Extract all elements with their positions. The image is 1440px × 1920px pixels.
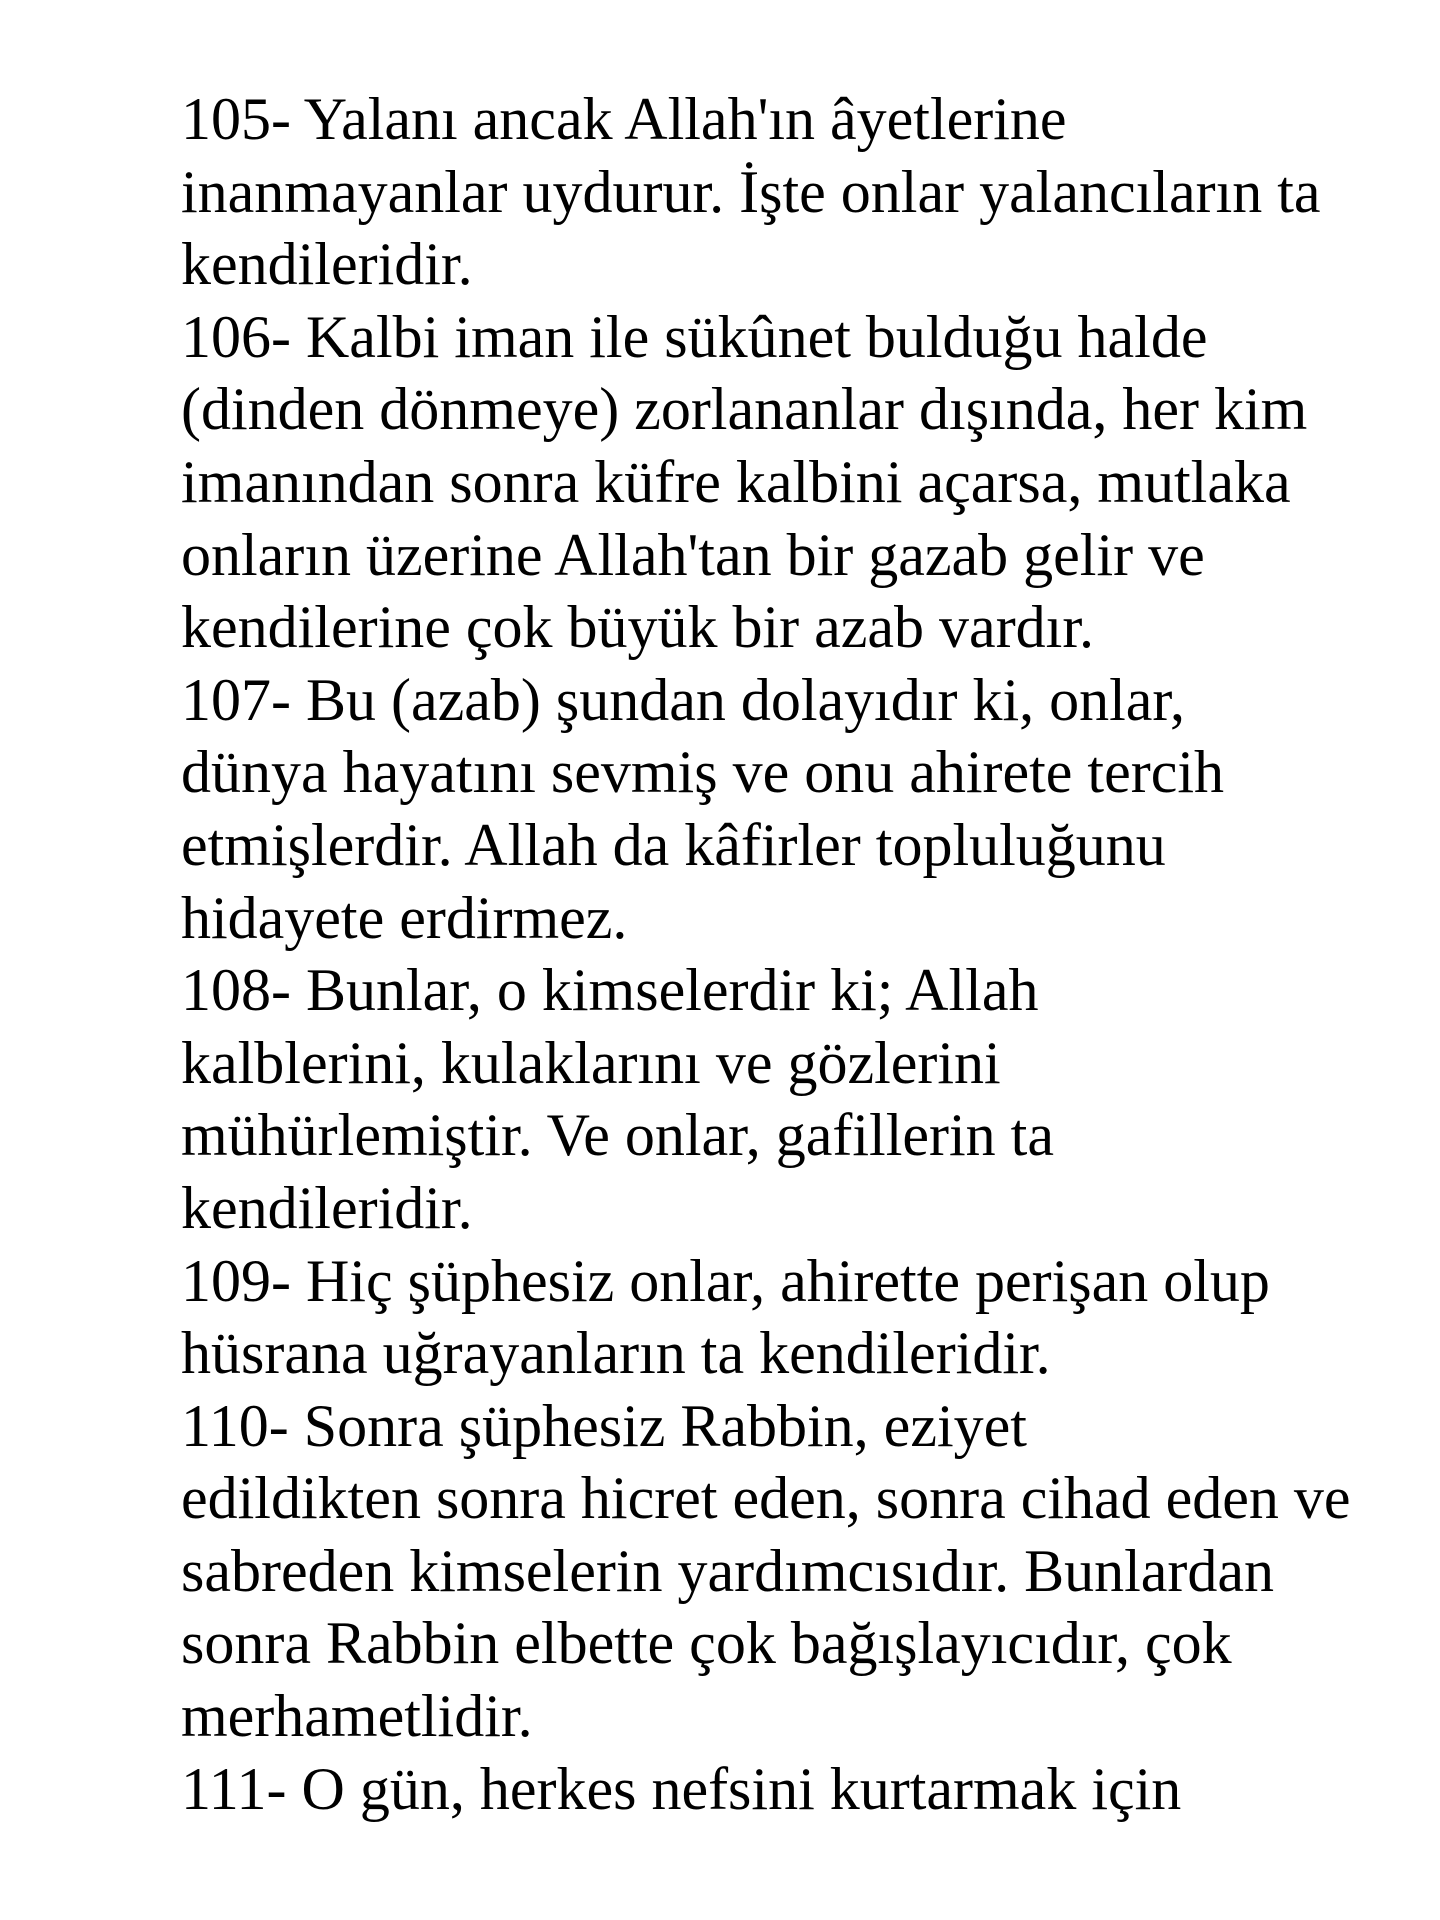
verse-line: edildikten sonra hicret eden, sonra cihad eden ve bbox=[181, 1465, 1351, 1532]
verse-line: mühürlemiştir. Ve onlar, gafillerin ta bbox=[181, 1102, 1054, 1169]
document-page bbox=[86, 83, 1406, 1825]
verse-line: hidayete erdirmez. bbox=[181, 884, 628, 951]
verse-line: dünya hayatını sevmiş ve onu ahirete tercih bbox=[181, 739, 1224, 806]
verse-line: 107- Bu (azab) şundan dolayıdır ki, onlar, bbox=[181, 666, 1186, 733]
verse-line: onların üzerine Allah'tan bir gazab gelir ve bbox=[181, 521, 1205, 588]
verse-line: 108- Bunlar, o kimselerdir ki; Allah bbox=[181, 957, 1039, 1024]
verse-111 bbox=[86, 1753, 1406, 1826]
verse-105 bbox=[86, 83, 1406, 301]
verse-108 bbox=[86, 954, 1406, 1244]
verse-line: sabreden kimselerin yardımcısıdır. Bunlardan bbox=[181, 1537, 1275, 1604]
verse-line: 105- Yalanı ancak Allah'ın âyetlerine bbox=[181, 86, 1067, 152]
verse-106 bbox=[86, 301, 1406, 664]
verse-line: kendileridir. bbox=[181, 1174, 473, 1241]
verse-line: kendileridir. bbox=[181, 231, 473, 298]
verse-line: 109- Hiç şüphesiz onlar, ahirette perişan olup bbox=[181, 1247, 1270, 1314]
verse-line: sonra Rabbin elbette çok bağışlayıcıdır, çok bbox=[181, 1610, 1232, 1677]
verse-line: inanmayanlar uydurur. İşte onlar yalancıların ta bbox=[181, 158, 1321, 225]
verse-110 bbox=[86, 1390, 1406, 1753]
verse-line: kalblerini, kulaklarını ve gözlerini bbox=[181, 1029, 1001, 1096]
verse-line: 106- Kalbi iman ile sükûnet bulduğu halde bbox=[181, 303, 1208, 370]
verse-line: hüsrana uğrayanların ta kendileridir. bbox=[181, 1320, 1051, 1387]
verse-line: (dinden dönmeye) zorlananlar dışında, her kim bbox=[181, 376, 1308, 443]
verse-line: etmişlerdir. Allah da kâfirler topluluğunu bbox=[181, 811, 1166, 878]
verse-107 bbox=[86, 664, 1406, 954]
verse-line: kendilerine çok büyük bir azab vardır. bbox=[181, 594, 1095, 661]
verse-line: merhametlidir. bbox=[181, 1683, 533, 1750]
verse-line: imanından sonra küfre kalbini açarsa, mutlaka bbox=[181, 448, 1291, 515]
verse-line: 110- Sonra şüphesiz Rabbin, eziyet bbox=[181, 1392, 1027, 1459]
verse-line: 111- O gün, herkes nefsini kurtarmak için bbox=[181, 1755, 1182, 1822]
verse-109 bbox=[86, 1245, 1406, 1390]
